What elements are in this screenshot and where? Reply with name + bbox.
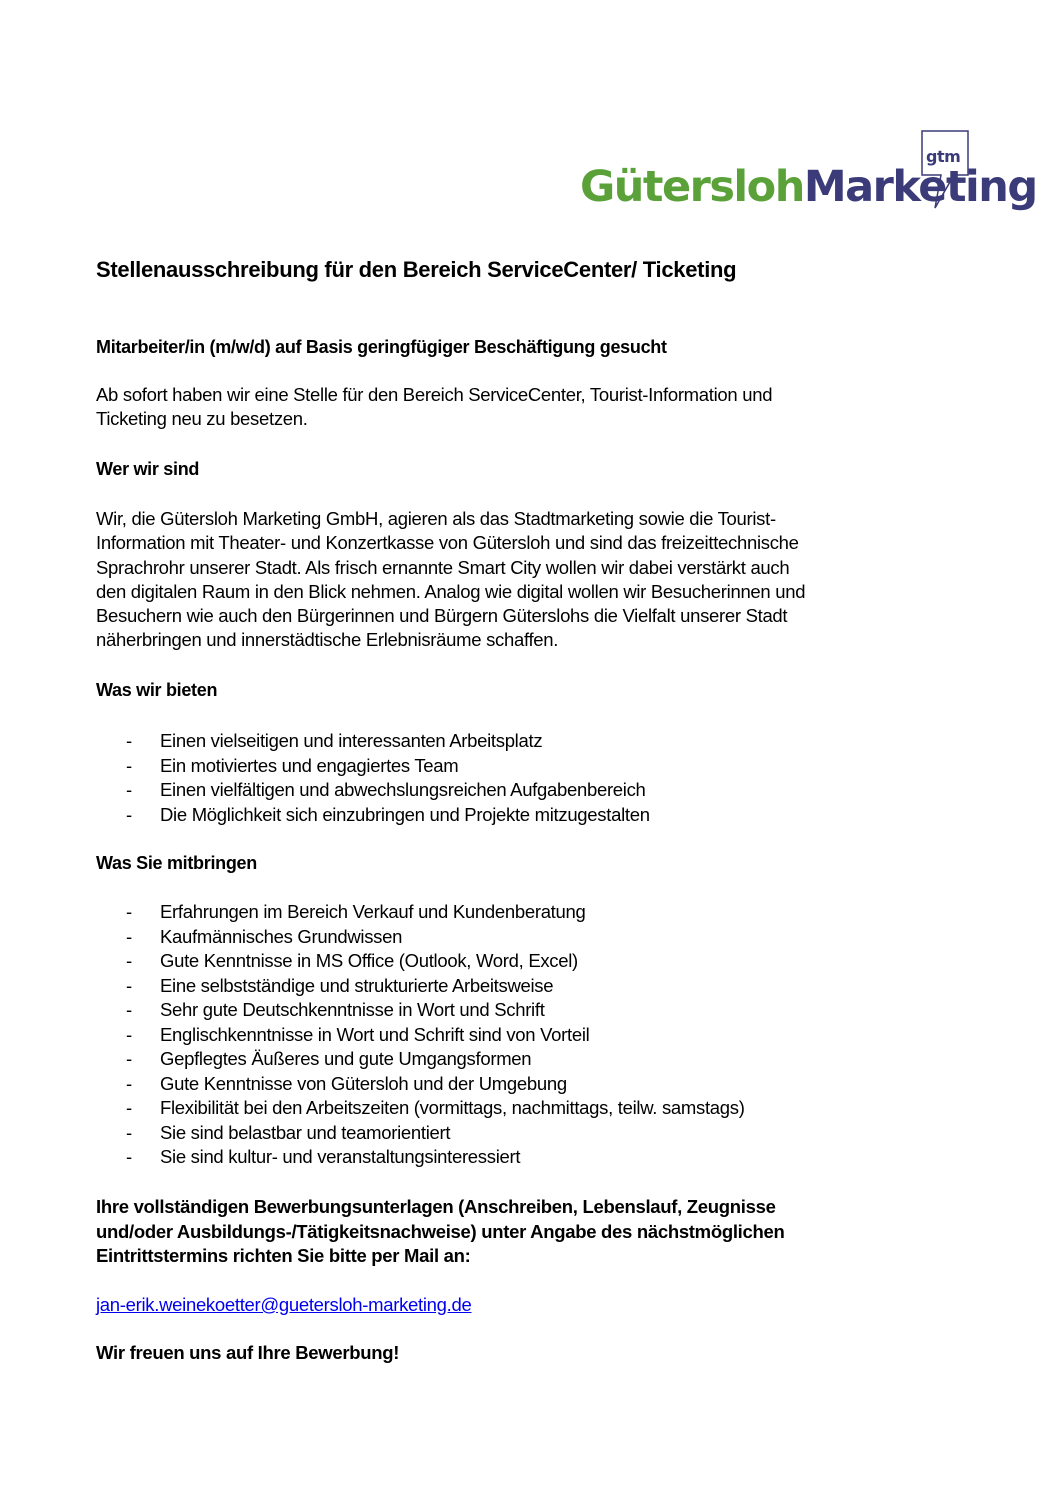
list-item-text: Sehr gute Deutschkenntnisse in Wort und Schrift	[160, 999, 545, 1020]
list-item-text: Kaufmännisches Grundwissen	[160, 925, 403, 947]
bullet-dash: -	[126, 1023, 132, 1045]
list-item-text: Erfahrungen im Bereich Verkauf und Kundenberatung	[160, 901, 586, 922]
bullet-dash: -	[126, 1072, 132, 1094]
list-item-text: Einen vielfältigen und abwechslungsreichen Aufgabenbereich	[160, 779, 646, 800]
intro-line: Ticketing neu zu besetzen.	[96, 408, 308, 430]
who-line: den digitalen Raum in den Blick nehmen. Analog wie digital wollen wir Besucherinnen und	[96, 580, 806, 602]
who-line: Besuchern wie auch den Bürgerinnen und Bürgern Güterslohs die Vielfalt unserer Stadt	[96, 605, 788, 627]
bullet-dash: -	[126, 950, 132, 971]
who-heading: Wer wir sind	[96, 459, 200, 479]
apply-line: und/oder Ausbildungs-/Tätigkeitsnachweise) unter Angabe des nächstmöglichen	[96, 1220, 785, 1242]
bullet-dash: -	[126, 779, 132, 800]
offer-heading: Was wir bieten	[96, 680, 218, 700]
list-item-text: Flexibilität bei den Arbeitszeiten (vormittags, nachmittags, teilw. samstags)	[160, 1097, 745, 1118]
company-logo	[580, 130, 1037, 225]
bullet-dash: -	[126, 803, 132, 825]
list-item-text: Sie sind kultur- und veranstaltungsinteressiert	[160, 1146, 521, 1167]
who-line: Sprachrohr unserer Stadt. Als frisch ernannte Smart City wollen wir dabei verstärkt auch	[96, 556, 790, 578]
bullet-dash: -	[126, 999, 132, 1020]
who-paragraph	[96, 507, 805, 653]
bullet-dash: -	[126, 1048, 132, 1069]
who-line: näherbringen und innerstädtische Erlebnisräume schaffen.	[96, 629, 559, 651]
closing-line: Wir freuen uns auf Ihre Bewerbung!	[96, 1342, 400, 1363]
list-item-text: Einen vielseitigen und interessanten Arbeitsplatz	[160, 730, 543, 751]
intro-line: Ab sofort haben wir eine Stelle für den Bereich ServiceCenter, Tourist-Information und	[96, 384, 773, 405]
list-item-text: Gute Kenntnisse von Gütersloh und der Umgebung	[160, 1072, 567, 1094]
bullet-dash: -	[126, 1146, 132, 1167]
bullet-dash: -	[126, 925, 132, 947]
bullet-dash: -	[126, 730, 132, 751]
logo-text-marketing: Marketing	[803, 162, 1037, 212]
logo-text-guetersloh: Gütersloh	[580, 162, 804, 212]
apply-line: Eintrittstermins richten Sie bitte per Mail an:	[96, 1245, 471, 1266]
bullet-dash: -	[126, 974, 132, 996]
bullet-dash: -	[126, 1121, 132, 1143]
position-subtitle: Mitarbeiter/in (m/w/d) auf Basis geringfügiger Beschäftigung gesucht	[96, 337, 667, 357]
list-item-text: Die Möglichkeit sich einzubringen und Projekte mitzugestalten	[160, 803, 650, 825]
who-line: Information mit Theater- und Konzertkasse von Gütersloh und sind das freizeittechnische	[96, 532, 799, 554]
list-item-text: Sie sind belastbar und teamorientiert	[160, 1121, 451, 1143]
bullet-dash: -	[126, 754, 132, 776]
bullet-dash: -	[126, 901, 132, 922]
intro-paragraph	[96, 383, 772, 432]
list-item-text: Ein motiviertes und engagiertes Team	[160, 754, 459, 776]
list-item-text: Eine selbstständige und strukturierte Arbeitsweise	[160, 974, 554, 996]
list-item-text: Englischkenntnisse in Wort und Schrift sind von Vorteil	[160, 1023, 590, 1045]
list-item-text: Gute Kenntnisse in MS Office (Outlook, Word, Excel)	[160, 950, 578, 971]
list-item-text: Gepflegtes Äußeres und gute Umgangsformen	[160, 1048, 532, 1069]
page-title: Stellenausschreibung für den Bereich ServiceCenter/ Ticketing	[96, 257, 737, 282]
logo-badge-text: gtm	[926, 147, 961, 166]
apply-line: Ihre vollständigen Bewerbungsunterlagen (Anschreiben, Lebenslauf, Zeugnisse	[96, 1196, 776, 1217]
application-instructions	[96, 1195, 784, 1269]
contact-email-link[interactable]: jan-erik.weinekoetter@guetersloh-marketing.de	[96, 1294, 472, 1315]
requirements-heading: Was Sie mitbringen	[96, 853, 257, 873]
bullet-dash: -	[126, 1097, 132, 1118]
speech-bubble-icon	[921, 130, 969, 215]
who-line: Wir, die Gütersloh Marketing GmbH, agieren als das Stadtmarketing sowie die Tourist-	[96, 508, 776, 529]
